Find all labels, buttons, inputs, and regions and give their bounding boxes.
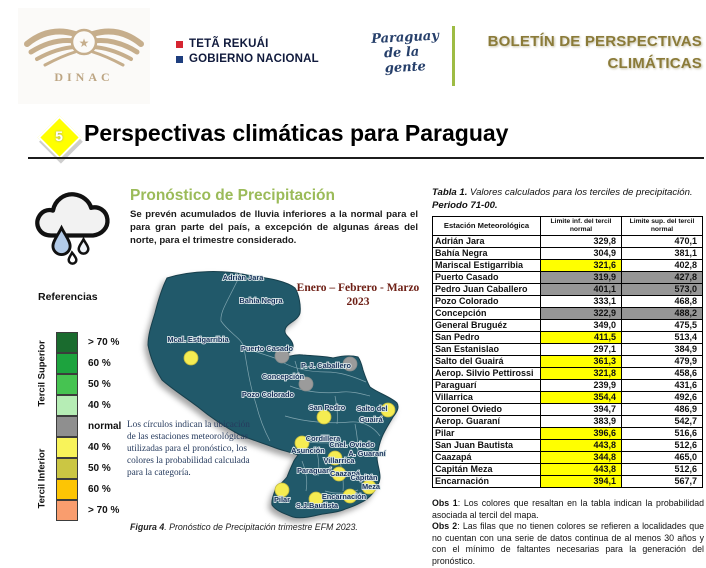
blue-square-icon <box>176 56 183 63</box>
station-name-cell: Capitán Meza <box>433 464 541 476</box>
legend-entry <box>56 458 121 479</box>
period-months: Enero – Febrero - Marzo <box>296 282 420 294</box>
legend-entry <box>56 353 121 374</box>
limite-inf-cell: 401,1 <box>541 284 622 296</box>
limite-sup-cell: 512,6 <box>622 464 703 476</box>
limite-inf-cell: 394,1 <box>541 476 622 488</box>
station-name-cell: Salto del Guairá <box>433 356 541 368</box>
station-name-cell: Pilar <box>433 428 541 440</box>
table-row <box>433 320 703 332</box>
table-row <box>433 428 703 440</box>
dinac-logo <box>18 8 150 104</box>
legend-entry-label: 60 % <box>88 358 111 369</box>
station-name-cell: Caazapá <box>433 452 541 464</box>
limite-inf-cell: 239,9 <box>541 380 622 392</box>
obs-1-label: Obs 1 <box>432 498 458 508</box>
limite-sup-cell: 384,9 <box>622 344 703 356</box>
legend-color-chip <box>56 374 78 395</box>
station-label: Villarrica <box>323 456 355 465</box>
limite-inf-cell: 354,4 <box>541 392 622 404</box>
limite-inf-cell: 396,6 <box>541 428 622 440</box>
limite-inf-cell: 394,7 <box>541 404 622 416</box>
limite-sup-cell: 468,8 <box>622 296 703 308</box>
station-label: Salto del <box>356 404 388 413</box>
table-row <box>433 452 703 464</box>
limite-inf-cell: 321,8 <box>541 368 622 380</box>
station-name-cell: Encarnación <box>433 476 541 488</box>
dinac-logo-text: DINAC <box>54 70 114 84</box>
limite-inf-cell: 344,8 <box>541 452 622 464</box>
table-row <box>433 344 703 356</box>
limite-inf-cell: 319,9 <box>541 272 622 284</box>
station-name-cell: Coronel Oviedo <box>433 404 541 416</box>
station-label: Cnel. Oviedo <box>329 440 375 449</box>
legend-entry <box>56 500 121 521</box>
legend-color-chip <box>56 353 78 374</box>
table-row <box>433 296 703 308</box>
section-number-badge <box>38 118 82 158</box>
limite-inf-cell: 297,1 <box>541 344 622 356</box>
station-name-cell: Adrián Jara <box>433 236 541 248</box>
legend-entry-label: 40 % <box>88 442 111 453</box>
obs-2 <box>432 521 704 567</box>
table-title-label: Tabla 1. <box>432 187 468 198</box>
tercil-superior-label: Tercil Superior <box>36 340 48 407</box>
red-square-icon <box>176 41 183 48</box>
limite-sup-cell: 513,4 <box>622 332 703 344</box>
station-name-cell: General Bruguéz <box>433 320 541 332</box>
bulletin-title-line-1: BOLETÍN DE PERSPECTIVAS <box>487 33 702 50</box>
map-note: Los círculos indican la ubicación de las estaciones meteorológicas utilizadas para el pronóstico, los colores la probabilidad calculada para la categoría. <box>127 420 250 478</box>
bulletin-title <box>462 31 702 75</box>
legend-entry-label: > 70 % <box>88 337 120 348</box>
col-header-limite-sup: Limite sup. del tercil normal <box>622 217 703 236</box>
table-title-period: Periodo 71-00. <box>432 200 498 211</box>
limite-sup-cell: 573,0 <box>622 284 703 296</box>
station-circle-yellow <box>317 410 331 424</box>
limite-sup-cell: 427,8 <box>622 272 703 284</box>
table-row <box>433 368 703 380</box>
table-row <box>433 416 703 428</box>
slogan-line-1: Paraguay <box>370 28 440 48</box>
limite-inf-cell: 321,6 <box>541 260 622 272</box>
station-name-cell: Aerop. Silvio Pettirossi <box>433 368 541 380</box>
paraguay-de-la-gente-script <box>371 28 451 77</box>
gov-line-1: TETÃ REKUÁI <box>189 38 269 50</box>
table-row <box>433 260 703 272</box>
legend-entry-label: 50 % <box>88 379 111 390</box>
limite-sup-cell: 488,2 <box>622 308 703 320</box>
table-row <box>433 440 703 452</box>
legend-color-chip <box>56 458 78 479</box>
col-header-station: Estación Meteorológica <box>433 217 541 236</box>
period-year: 2023 <box>346 296 370 308</box>
gov-line-2: GOBIERNO NACIONAL <box>189 53 319 65</box>
legend-entry <box>56 374 121 395</box>
limite-inf-cell: 361,3 <box>541 356 622 368</box>
government-brand <box>176 37 319 67</box>
table-row <box>433 284 703 296</box>
legend-entry <box>56 479 121 500</box>
header-divider <box>452 26 455 86</box>
station-label: Pozo Colorado <box>241 390 295 399</box>
precipitation-forecast-text: Se prevén acumulados de lluvia inferiores a la normal para el para gran parte del país, a excepción de algunas áreas del norte, para el trimestre considerado. <box>130 209 418 246</box>
obs-1 <box>432 498 704 521</box>
station-label: Paraguarí <box>296 466 332 475</box>
station-name-cell: Pedro Juan Caballero <box>433 284 541 296</box>
station-name-cell: Concepción <box>433 308 541 320</box>
table-title <box>432 186 704 212</box>
limite-inf-cell: 333,1 <box>541 296 622 308</box>
station-name-cell: Paraguarí <box>433 380 541 392</box>
station-label: Meza <box>361 482 381 491</box>
limite-inf-cell: 383,9 <box>541 416 622 428</box>
svg-text:★: ★ <box>78 36 90 50</box>
table-row <box>433 464 703 476</box>
table-row <box>433 356 703 368</box>
legend-color-scale <box>56 332 121 521</box>
table-row <box>433 308 703 320</box>
limite-sup-cell: 402,8 <box>622 260 703 272</box>
limite-sup-cell: 458,6 <box>622 368 703 380</box>
table-row <box>433 332 703 344</box>
station-label: Adrián Jara <box>222 273 264 282</box>
limite-inf-cell: 329,8 <box>541 236 622 248</box>
legend-color-chip <box>56 500 78 521</box>
limite-inf-cell: 322,9 <box>541 308 622 320</box>
obs-2-label: Obs 2 <box>432 521 458 532</box>
legend-entry-label: > 70 % <box>88 505 120 516</box>
limite-sup-cell: 470,1 <box>622 236 703 248</box>
limite-sup-cell: 431,6 <box>622 380 703 392</box>
station-label: Encarnación <box>321 492 367 501</box>
station-name-cell: Puerto Casado <box>433 272 541 284</box>
station-name-cell: Pozo Colorado <box>433 296 541 308</box>
legend-entry <box>56 332 121 353</box>
station-label: Caazapá <box>330 469 360 478</box>
station-name-cell: San Juan Bautista <box>433 440 541 452</box>
legend-entry-label: 50 % <box>88 463 111 474</box>
limite-inf-cell: 443,8 <box>541 440 622 452</box>
limite-inf-cell: 411,5 <box>541 332 622 344</box>
legend-entry <box>56 437 121 458</box>
station-label: Cordillera <box>305 434 341 443</box>
legend-entry <box>56 416 121 437</box>
station-name-cell: Mariscal Estigarribia <box>433 260 541 272</box>
table-row <box>433 272 703 284</box>
station-label: Puerto Casado <box>240 344 294 353</box>
legend-color-chip <box>56 395 78 416</box>
table-row <box>433 392 703 404</box>
station-circle-yellow <box>184 351 198 365</box>
legend-color-chip <box>56 479 78 500</box>
rain-cloud-icon <box>30 180 116 268</box>
station-name-cell: San Pedro <box>433 332 541 344</box>
station-name-cell: Bahía Negra <box>433 248 541 260</box>
station-label: S.J.Bautista <box>295 501 339 510</box>
limite-sup-cell: 492,6 <box>622 392 703 404</box>
obs-1-text: : Los colores que resaltan en la tabla indican la probabilidad asociada al tercil del mapa. <box>432 498 704 520</box>
station-label: Mcal. Estigarribia <box>167 335 229 344</box>
precipitation-forecast-heading: Pronóstico de Precipitación <box>130 187 335 204</box>
table-row <box>433 236 703 248</box>
limite-sup-cell: 381,1 <box>622 248 703 260</box>
station-label: Asunción <box>291 446 325 455</box>
tercil-inferior-label: Tercil Inferior <box>36 448 48 509</box>
legend-color-chip <box>56 437 78 458</box>
forecast-period <box>294 281 422 309</box>
terciles-table <box>432 216 703 488</box>
obs-2-text: : Las filas que no tienen colores se refieren a localidades que no cuentan con una serie de datos continua de al menos 30 años y con el mínimo de faltantes necesarias para la generación del pronóstico. <box>432 521 704 566</box>
limite-sup-cell: 516,6 <box>622 428 703 440</box>
slogan-line-2: de la gente <box>383 44 427 77</box>
table-title-text: Valores calculados para los terciles de precipitación. <box>467 187 693 198</box>
table-row <box>433 476 703 488</box>
page-title: Perspectivas climáticas para Paraguay <box>84 120 509 146</box>
station-name-cell: San Estanislao <box>433 344 541 356</box>
legend-entry-label: 60 % <box>88 484 111 495</box>
limite-sup-cell: 465,0 <box>622 452 703 464</box>
legend-color-chip <box>56 416 78 437</box>
legend-entry-label: 40 % <box>88 400 111 411</box>
station-label: Pilar <box>273 495 291 504</box>
station-name-cell: Aerop. Guaraní <box>433 416 541 428</box>
station-label: Guairá <box>359 415 383 424</box>
legend-color-chip <box>56 332 78 353</box>
station-label: San Pedro <box>308 403 346 412</box>
figure-caption-label: Figura 4 <box>130 522 165 532</box>
limite-sup-cell: 567,7 <box>622 476 703 488</box>
legend-entry <box>56 395 121 416</box>
limite-inf-cell: 349,0 <box>541 320 622 332</box>
limite-sup-cell: 475,5 <box>622 320 703 332</box>
dinac-wings-icon <box>19 16 149 78</box>
table-row <box>433 248 703 260</box>
station-name-cell: Villarrica <box>433 392 541 404</box>
observations <box>432 498 704 568</box>
section-number: 5 <box>55 128 63 144</box>
figure-caption-text: . Pronóstico de Precipitación trimestre EFM 2023. <box>164 522 358 532</box>
station-label: Bahía Negra <box>239 296 283 305</box>
limite-sup-cell: 542,7 <box>622 416 703 428</box>
limite-inf-cell: 304,9 <box>541 248 622 260</box>
limite-sup-cell: 479,9 <box>622 356 703 368</box>
table-row <box>433 380 703 392</box>
title-underline <box>28 157 704 159</box>
figure-caption <box>130 522 358 532</box>
col-header-limite-inf: Limite inf. del tercil normal <box>541 217 622 236</box>
legend-title: Referencias <box>38 291 98 303</box>
station-label: P. J. Caballero <box>301 361 351 370</box>
bulletin-title-line-2: CLIMÁTICAS <box>607 55 702 72</box>
limite-sup-cell: 512,6 <box>622 440 703 452</box>
limite-inf-cell: 443,8 <box>541 464 622 476</box>
table-row <box>433 404 703 416</box>
station-label: Concepción <box>261 372 305 381</box>
legend-entry-label: normal <box>88 421 122 432</box>
station-label: Capitán <box>350 473 378 482</box>
limite-sup-cell: 486,9 <box>622 404 703 416</box>
station-label: A. Guaraní <box>348 449 386 458</box>
